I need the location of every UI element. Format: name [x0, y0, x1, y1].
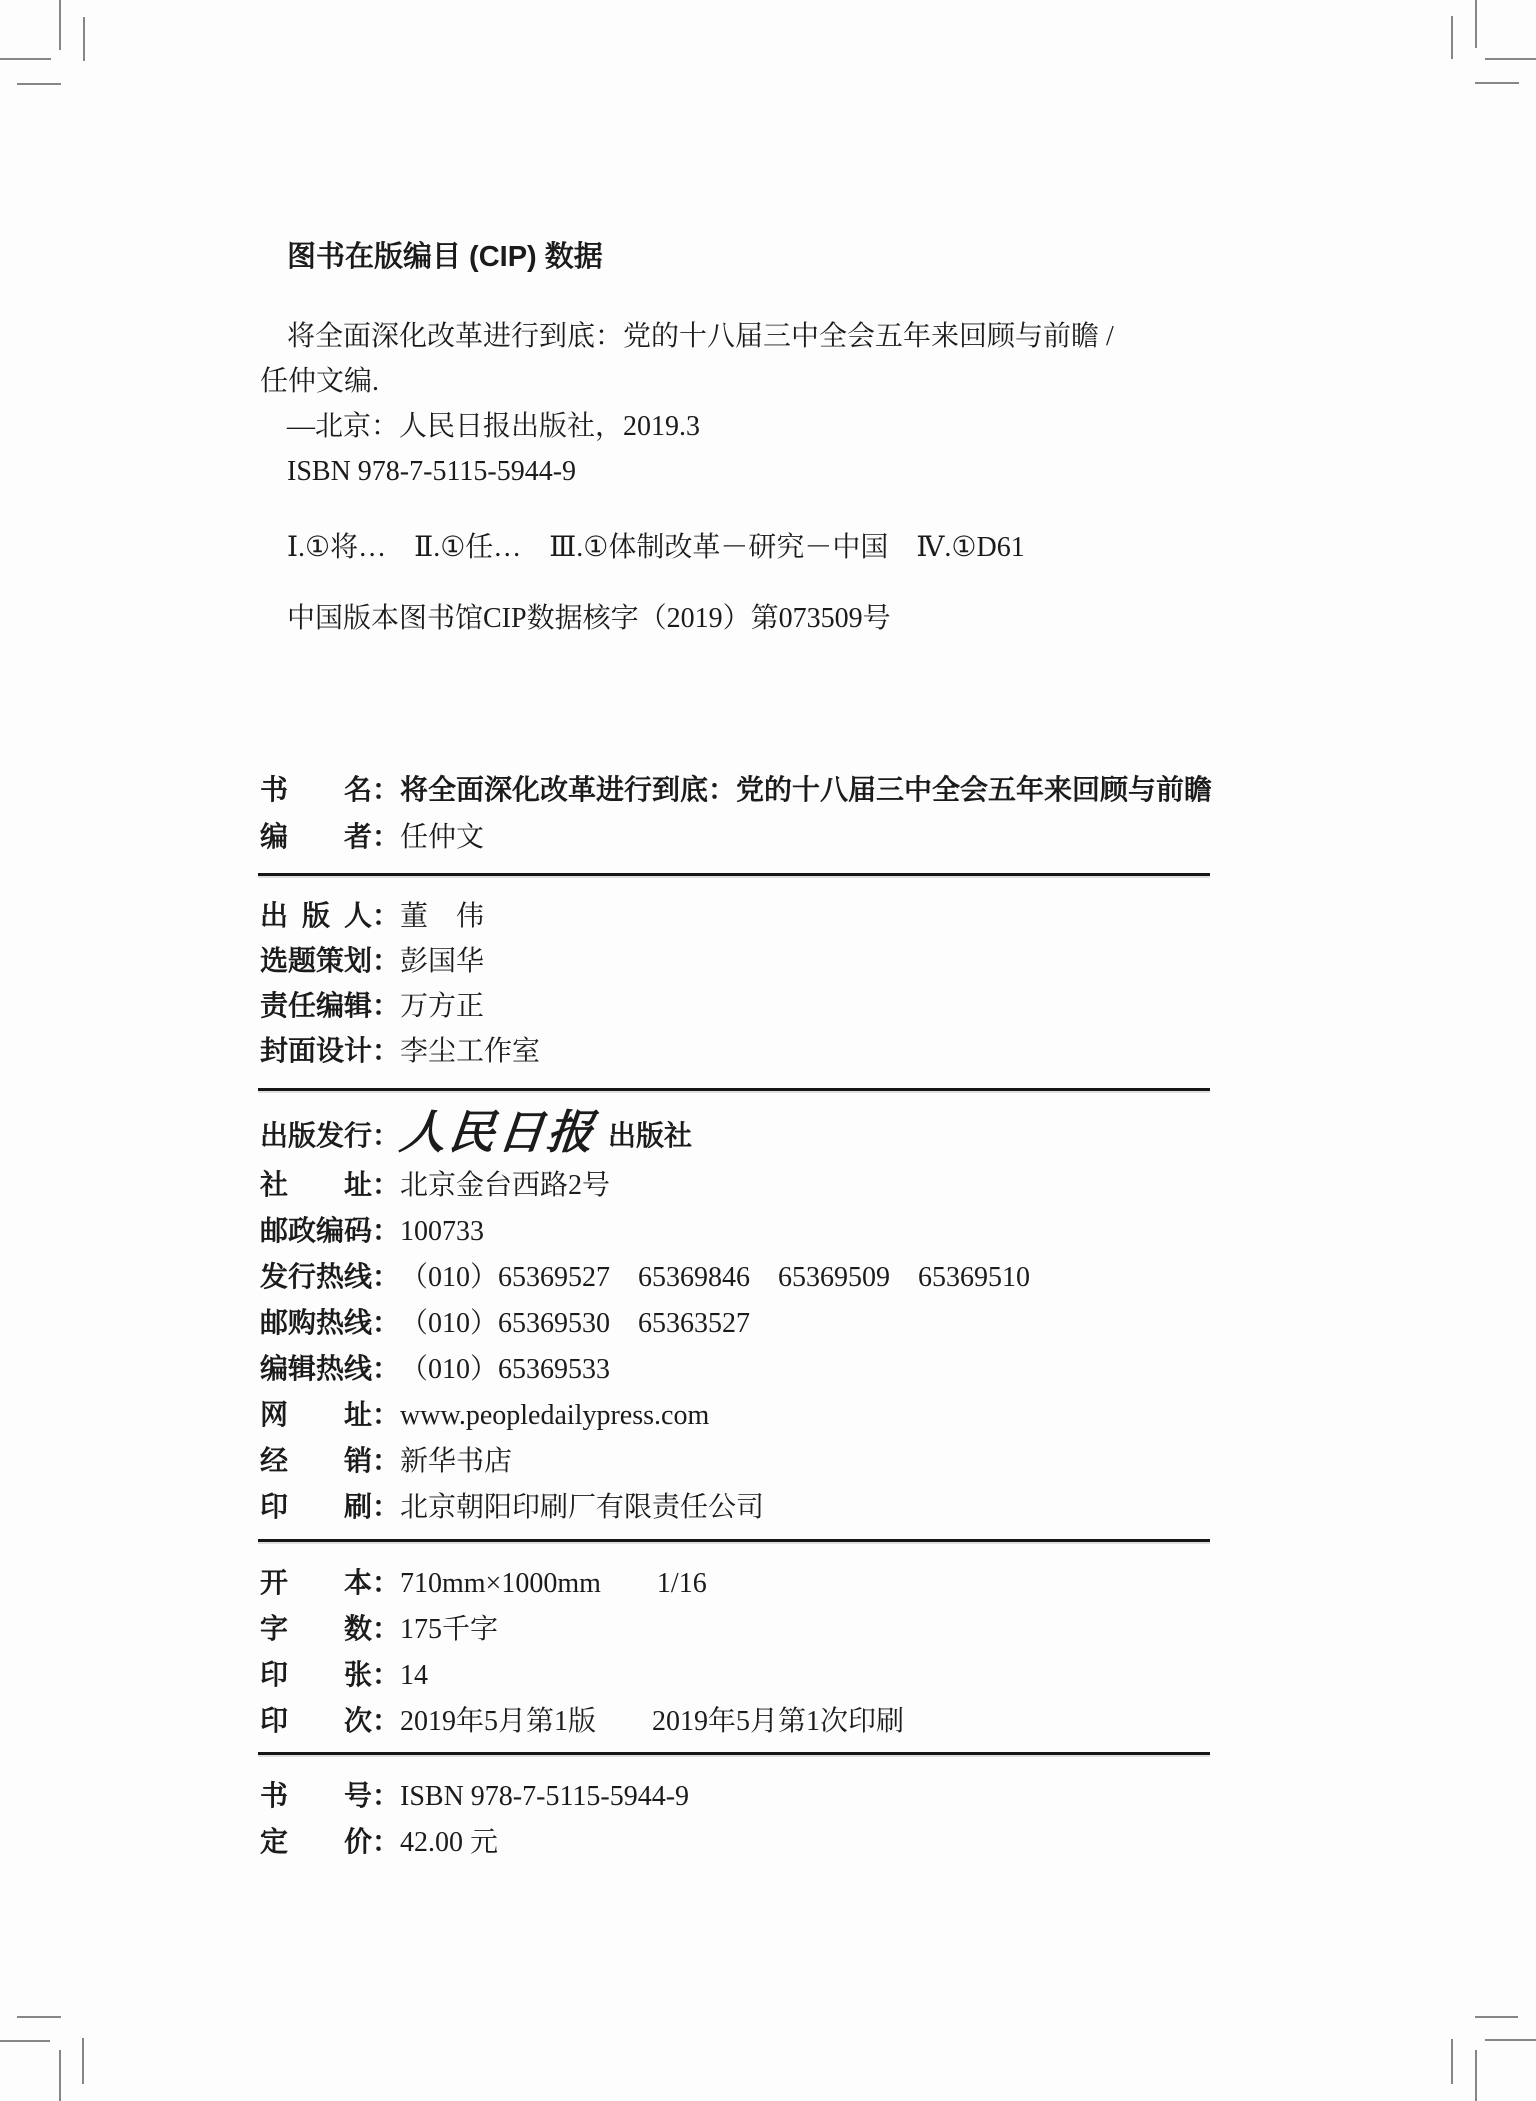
- peoples-daily-press-logo: 人民日报: [397, 1105, 599, 1159]
- row-value: 将全面深化改革进行到底：党的十八届三中全会五年来回顾与前瞻: [400, 774, 1213, 805]
- colophon-row-publisher-person: [260, 894, 1212, 939]
- colophon-row-responsible-editor: [260, 984, 1212, 1029]
- crop-mark: [1475, 0, 1477, 48]
- crop-mark: [1475, 2050, 1477, 2101]
- row-value: （010）65369533: [400, 1354, 611, 1385]
- row-value: www.peopledailypress.com: [400, 1400, 710, 1431]
- row-colon: ：: [372, 1353, 401, 1384]
- row-value: （010）65369530 65363527: [400, 1308, 751, 1339]
- colophon: [260, 766, 1212, 1865]
- colophon-row-book-title: [260, 766, 1212, 813]
- crop-mark: [1485, 2039, 1536, 2041]
- cip-classification-line: Ⅰ.①将… Ⅱ.①任… Ⅲ.①体制改革－研究－中国 Ⅳ.①D61: [287, 532, 1025, 563]
- row-label: 责 任 编 辑: [260, 990, 373, 1021]
- colophon-row-printer: [260, 1484, 1212, 1530]
- row-value: 175千字: [400, 1614, 499, 1645]
- crop-mark: [0, 58, 51, 60]
- row-label: 印 张: [260, 1659, 372, 1690]
- colophon-row-mail-order-hotline: [260, 1300, 1212, 1346]
- cip-header: 图书在版编目 (CIP) 数据: [287, 241, 603, 273]
- colophon-section-isbn-price: [260, 1773, 1212, 1865]
- crop-mark: [1475, 82, 1519, 84]
- row-value: 彭国华: [400, 946, 485, 977]
- crop-mark: [17, 83, 61, 85]
- row-colon: ：: [372, 1307, 401, 1338]
- row-value: 14: [400, 1660, 428, 1691]
- crop-mark: [17, 2016, 61, 2018]
- colophon-row-format: [260, 1560, 1212, 1606]
- row-label: 邮 政 编 码: [260, 1215, 373, 1246]
- crop-mark: [1475, 2016, 1518, 2018]
- row-value: 42.00 元: [400, 1827, 499, 1858]
- row-value: 李尘工作室: [400, 1036, 541, 1067]
- row-label: 编 辑 热 线: [260, 1353, 373, 1384]
- row-colon: ：: [372, 1445, 401, 1476]
- colophon-row-distributor: [260, 1438, 1212, 1484]
- row-label: 邮 购 热 线: [260, 1307, 373, 1338]
- crop-mark: [59, 2050, 61, 2101]
- row-value: 新华书店: [400, 1446, 513, 1477]
- row-label: 开 本: [260, 1567, 372, 1598]
- crop-mark: [1451, 2039, 1453, 2084]
- row-label: 网 址: [260, 1399, 372, 1430]
- colophon-row-topic-planning: [260, 939, 1212, 984]
- row-value: 董 伟: [400, 901, 485, 932]
- colophon-row-postcode: [260, 1208, 1212, 1254]
- row-colon: ：: [372, 1399, 401, 1430]
- colophon-row-website: [260, 1392, 1212, 1438]
- row-label: 印 次: [260, 1705, 372, 1736]
- divider-rule: [258, 873, 1210, 876]
- colophon-row-book-number: [260, 1773, 1212, 1819]
- crop-mark: [1451, 16, 1453, 59]
- colophon-section-publishing: [260, 1103, 1212, 1530]
- colophon-section-print-spec: [260, 1560, 1212, 1744]
- colophon-row-sheets: [260, 1652, 1212, 1698]
- cip-title-line: 将全面深化改革进行到底：党的十八届三中全会五年来回顾与前瞻 /: [287, 321, 1114, 352]
- row-label: 编 者: [260, 821, 372, 852]
- row-value: 100733: [400, 1216, 484, 1247]
- colophon-row-print-run: [260, 1698, 1212, 1744]
- row-colon: ：: [372, 1120, 401, 1151]
- row-colon: ：: [372, 1780, 401, 1811]
- row-colon: ：: [372, 1567, 401, 1598]
- row-colon: ：: [372, 1705, 401, 1736]
- row-colon: ：: [372, 1613, 401, 1644]
- crop-mark: [59, 0, 61, 50]
- row-colon: ：: [372, 990, 401, 1021]
- row-label: 社 址: [260, 1169, 372, 1200]
- row-label: 经 销: [260, 1445, 372, 1476]
- row-label: 书 号: [260, 1780, 372, 1811]
- colophon-row-editorial-hotline: [260, 1346, 1212, 1392]
- colophon-row-word-count: [260, 1606, 1212, 1652]
- row-colon: ：: [372, 1659, 401, 1690]
- colophon-section-staff: [260, 894, 1212, 1074]
- row-colon: ：: [372, 1826, 401, 1857]
- row-label: 书 名: [260, 774, 372, 805]
- colophon-section-title: [260, 766, 1212, 861]
- cip-publisher-line: —北京：人民日报出版社，2019.3: [287, 411, 701, 442]
- crop-mark: [0, 2040, 50, 2042]
- row-label: 出 版 人: [260, 900, 372, 931]
- crop-mark: [1485, 58, 1536, 60]
- row-label: 字 数: [260, 1613, 372, 1644]
- row-value: （010）65369527 65369846 65369509 65369510: [400, 1262, 1031, 1293]
- row-colon: ：: [372, 1491, 401, 1522]
- row-colon: ：: [372, 945, 401, 976]
- cip-editor-line: 任仲文编.: [260, 366, 380, 397]
- row-value: 万方正: [400, 991, 485, 1022]
- row-value: 北京朝阳印刷厂有限责任公司: [400, 1492, 765, 1523]
- row-label: 封 面 设 计: [260, 1035, 373, 1066]
- row-colon: ：: [372, 821, 401, 852]
- row-label: 发 行 热 线: [260, 1261, 373, 1292]
- colophon-row-address: [260, 1162, 1212, 1208]
- row-value: [397, 1103, 693, 1162]
- row-label: 印 刷: [260, 1491, 372, 1522]
- colophon-row-editor: [260, 813, 1212, 861]
- row-colon: ：: [372, 1215, 401, 1246]
- row-colon: ：: [372, 900, 401, 931]
- row-colon: ：: [372, 1261, 401, 1292]
- row-value: 任仲文: [400, 822, 485, 853]
- row-label: 选 题 策 划: [260, 945, 373, 976]
- crop-mark: [83, 17, 85, 61]
- row-value: 2019年5月第1版 2019年5月第1次印刷: [400, 1706, 905, 1737]
- divider-rule: [258, 1539, 1210, 1542]
- row-colon: ：: [372, 1035, 401, 1066]
- colophon-row-distribution-hotline: [260, 1254, 1212, 1300]
- row-value: 710mm×1000mm 1/16: [400, 1568, 707, 1599]
- cip-record-number-line: 中国版本图书馆CIP数据核字（2019）第073509号: [287, 603, 891, 634]
- colophon-row-publish-distribute: [260, 1103, 1212, 1162]
- crop-mark: [82, 2038, 84, 2084]
- press-logo-suffix: 出版社: [608, 1120, 693, 1151]
- colophon-row-cover-design: [260, 1029, 1212, 1074]
- colophon-row-price: [260, 1819, 1212, 1865]
- cip-isbn-line: ISBN 978-7-5115-5944-9: [287, 456, 577, 487]
- row-colon: ：: [372, 774, 401, 805]
- row-colon: ：: [372, 1169, 401, 1200]
- row-value: 北京金台西路2号: [400, 1170, 611, 1201]
- row-label: 出 版 发 行: [260, 1120, 373, 1151]
- cip-data-block: [260, 240, 1260, 641]
- row-label: 定 价: [260, 1826, 372, 1857]
- row-value: ISBN 978-7-5115-5944-9: [400, 1781, 690, 1812]
- divider-rule: [258, 1752, 1210, 1755]
- divider-rule: [258, 1088, 1210, 1091]
